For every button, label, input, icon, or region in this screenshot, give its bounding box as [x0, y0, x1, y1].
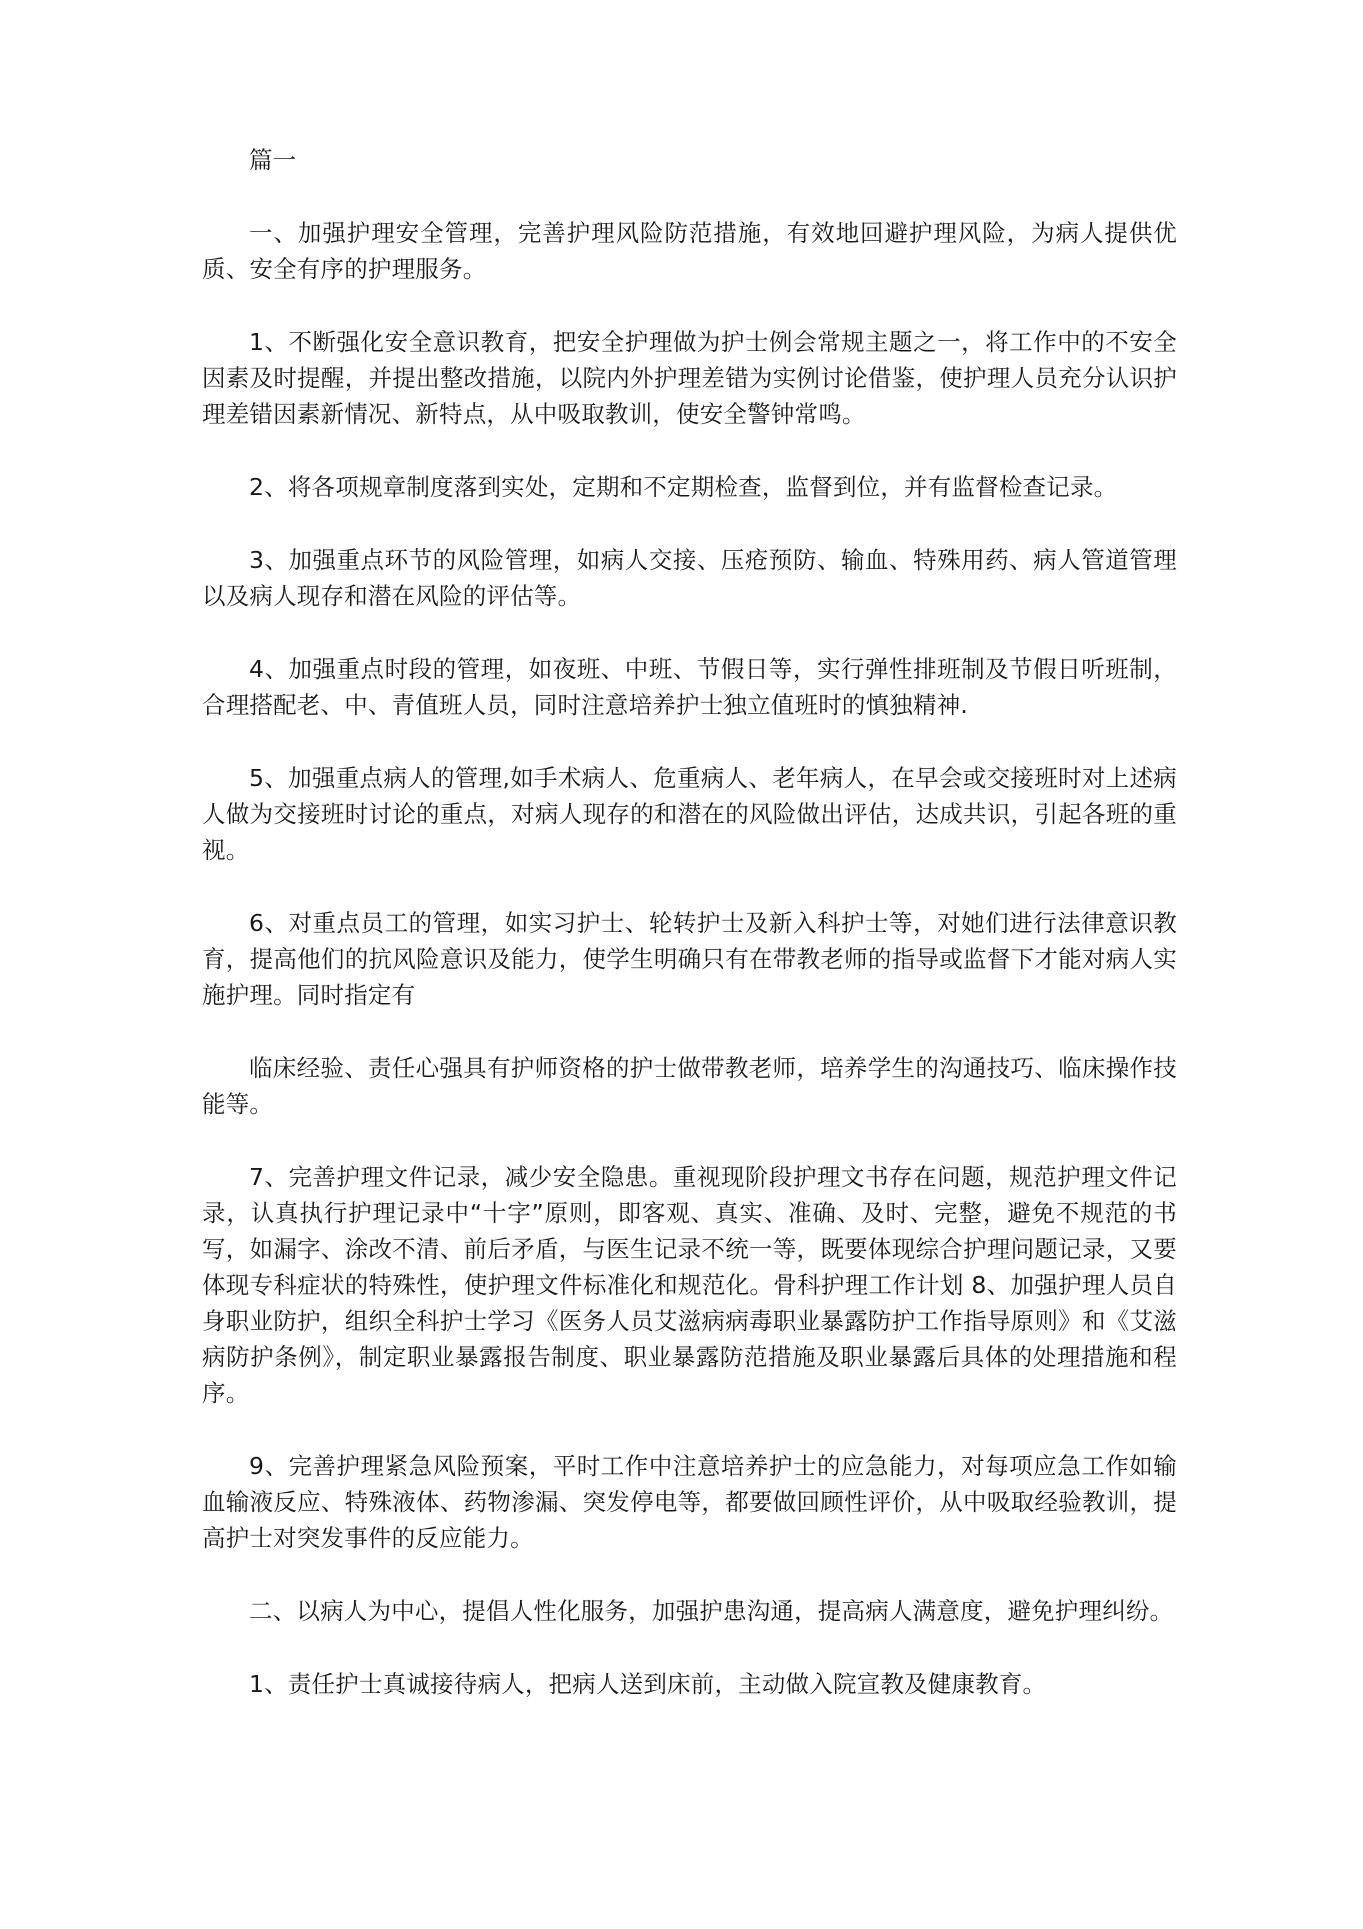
paragraph-3: 2、将各项规章制度落到实处，定期和不定期检查，监督到位，并有监督检查记录。	[249, 473, 1118, 501]
document-body	[202, 142, 1177, 1739]
paragraph-5: 4、加强重点时段的管理，如夜班、中班、节假日等，实行弹性排班制及节假日听班制，合理搭配老、中、青值班人员，同时注意培养护士独立值班时的慎独精神.	[202, 655, 1177, 719]
paragraph-1: 一、加强护理安全管理，完善护理风险防范措施，有效地回避护理风险，为病人提供优质、安全有序的护理服务。	[202, 219, 1177, 283]
paragraph-9: 7、完善护理文件记录，减少安全隐患。重视现阶段护理文书存在问题，规范护理文件记录，认真执行护理记录中“十字”原则，即客观、真实、准确、及时、完整，避免不规范的书写，如漏字、涂改不清、前后矛盾，与医生记录不统一等，既要体现综合护理问题记录，又要体现专科症状的特殊性，使护理文件标准化和规范化。骨科护理工作计划 8、加强护理人员自身职业防护，组织全科护士学习《医务人员艾滋病病毒职业暴露防护工作指导原则》和《艾滋病防护条例》，制定职业暴露报告制度、职业暴露防范措施及职业暴露后具体的处理措施和程序。	[202, 1163, 1177, 1407]
paragraph-2: 1、不断强化安全意识教育，把安全护理做为护士例会常规主题之一，将工作中的不安全因素及时提醒，并提出整改措施，以院内外护理差错为实例讨论借鉴，使护理人员充分认识护理差错因素新情况、新特点，从中吸取教训，使安全警钟常鸣。	[202, 328, 1177, 428]
paragraph-6: 5、加强重点病人的管理,如手术病人、危重病人、老年病人，在早会或交接班时对上述病人做为交接班时讨论的重点，对病人现存的和潜在的风险做出评估，达成共识，引起各班的重视。	[202, 764, 1177, 864]
paragraph-4: 3、加强重点环节的风险管理，如病人交接、压疮预防、输血、特殊用药、病人管道管理以及病人现存和潜在风险的评估等。	[202, 546, 1177, 610]
paragraph-10: 9、完善护理紧急风险预案，平时工作中注意培养护士的应急能力，对每项应急工作如输血输液反应、特殊液体、药物渗漏、突发停电等，都要做回顾性评价，从中吸取经验教训，提高护士对突发事件的反应能力。	[202, 1452, 1177, 1552]
paragraph-12: 1、责任护士真诚接待病人，把病人送到床前，主动做入院宣教及健康教育。	[249, 1670, 1047, 1698]
paragraph-8: 临床经验、责任心强具有护师资格的护士做带教老师，培养学生的沟通技巧、临床操作技能等。	[202, 1054, 1177, 1118]
section-heading: 篇一	[249, 146, 297, 174]
paragraph-11: 二、以病人为中心，提倡人性化服务，加强护患沟通，提高病人满意度，避免护理纠纷。	[249, 1597, 1174, 1625]
paragraph-7: 6、对重点员工的管理，如实习护士、轮转护士及新入科护士等，对她们进行法律意识教育，提高他们的抗风险意识及能力，使学生明确只有在带教老师的指导或监督下才能对病人实施护理。同时指定有	[202, 909, 1177, 1009]
